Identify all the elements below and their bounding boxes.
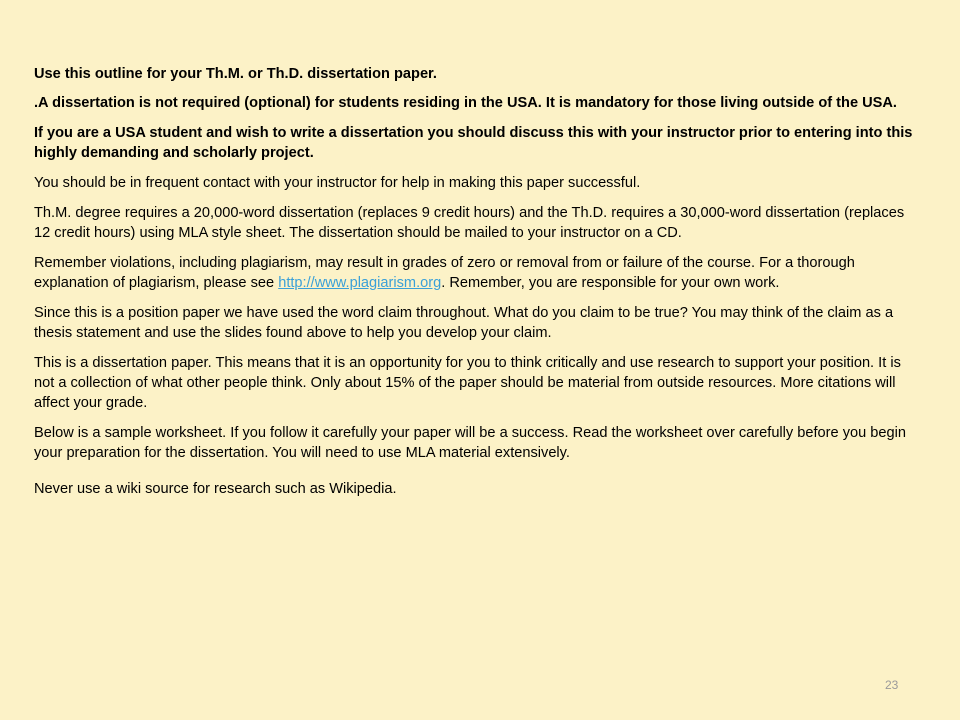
outline-instruction: Use this outline for your Th.M. or Th.D. dissertation paper.: [34, 66, 437, 82]
plagiarism-text-before: Remember violations, including plagiarism, may result in grades of zero or removal from or failure of the course. For a thorough explanation of plagiarism, please see: [34, 255, 855, 291]
dissertation-description: This is a dissertation paper. This means that it is an opportunity for you to think critically and use research to support your position. It is not a collection of what other people think. Only about 15% of the paper should be material from outside resources. More citations will affect your grade.: [34, 355, 901, 411]
usa-student-note: If you are a USA student and wish to write a dissertation you should discuss this with your instructor prior to entering into this highly demanding and scholarly project.: [34, 125, 913, 161]
plagiarism-link[interactable]: http://www.plagiarism.org: [278, 275, 442, 291]
slide-body: [34, 64, 914, 509]
claim-explanation: Since this is a position paper we have used the word claim throughout. What do you claim to be true? You may think of the claim as a thesis statement and use the slides found above to help you develop your claim.: [34, 305, 894, 341]
plagiarism-warning: [34, 253, 914, 293]
wiki-warning: Never use a wiki source for research such as Wikipedia.: [34, 481, 397, 497]
degree-requirements: Th.M. degree requires a 20,000-word dissertation (replaces 9 credit hours) and the Th.D. requires a 30,000-word dissertation (replaces 12 credit hours) using MLA style sheet. The dissertation should be mailed to your instructor on a CD.: [34, 205, 905, 241]
instructor-contact-note: You should be in frequent contact with your instructor for help in making this paper successful.: [34, 175, 641, 191]
dissertation-requirement: .A dissertation is not required (optional) for students residing in the USA. It is mandatory for those living outside of the USA.: [34, 95, 897, 111]
plagiarism-text-after: . Remember, you are responsible for your own work.: [441, 275, 780, 291]
page-number: 23: [885, 678, 899, 692]
worksheet-note: Below is a sample worksheet. If you follow it carefully your paper will be a success. Read the worksheet over carefully before you begin your preparation for the dissertation. You will need to use MLA material extensively.: [34, 425, 906, 461]
